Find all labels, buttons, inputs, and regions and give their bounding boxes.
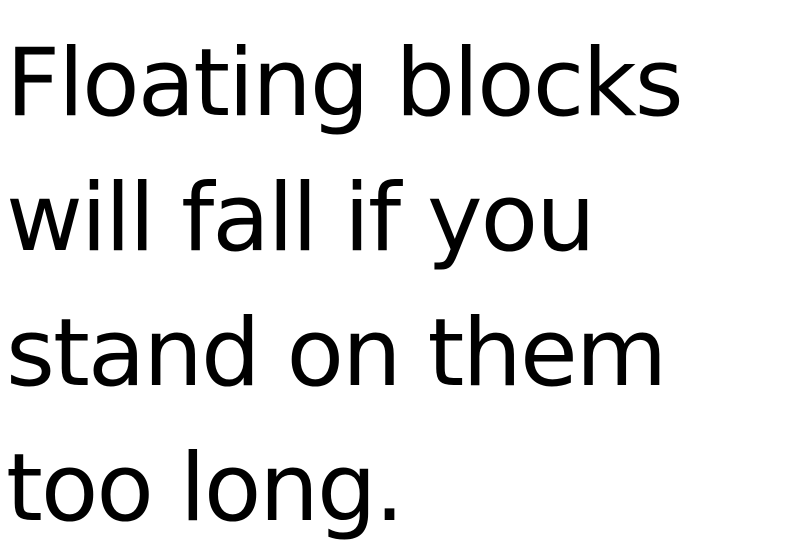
hint-line-2: will fall if you <box>6 164 594 273</box>
hint-line-4: too long. <box>6 434 403 543</box>
hint-line-3: stand on them <box>6 299 666 408</box>
hint-line-1: Floating blocks <box>6 29 682 138</box>
tutorial-hint-text <box>6 16 682 553</box>
